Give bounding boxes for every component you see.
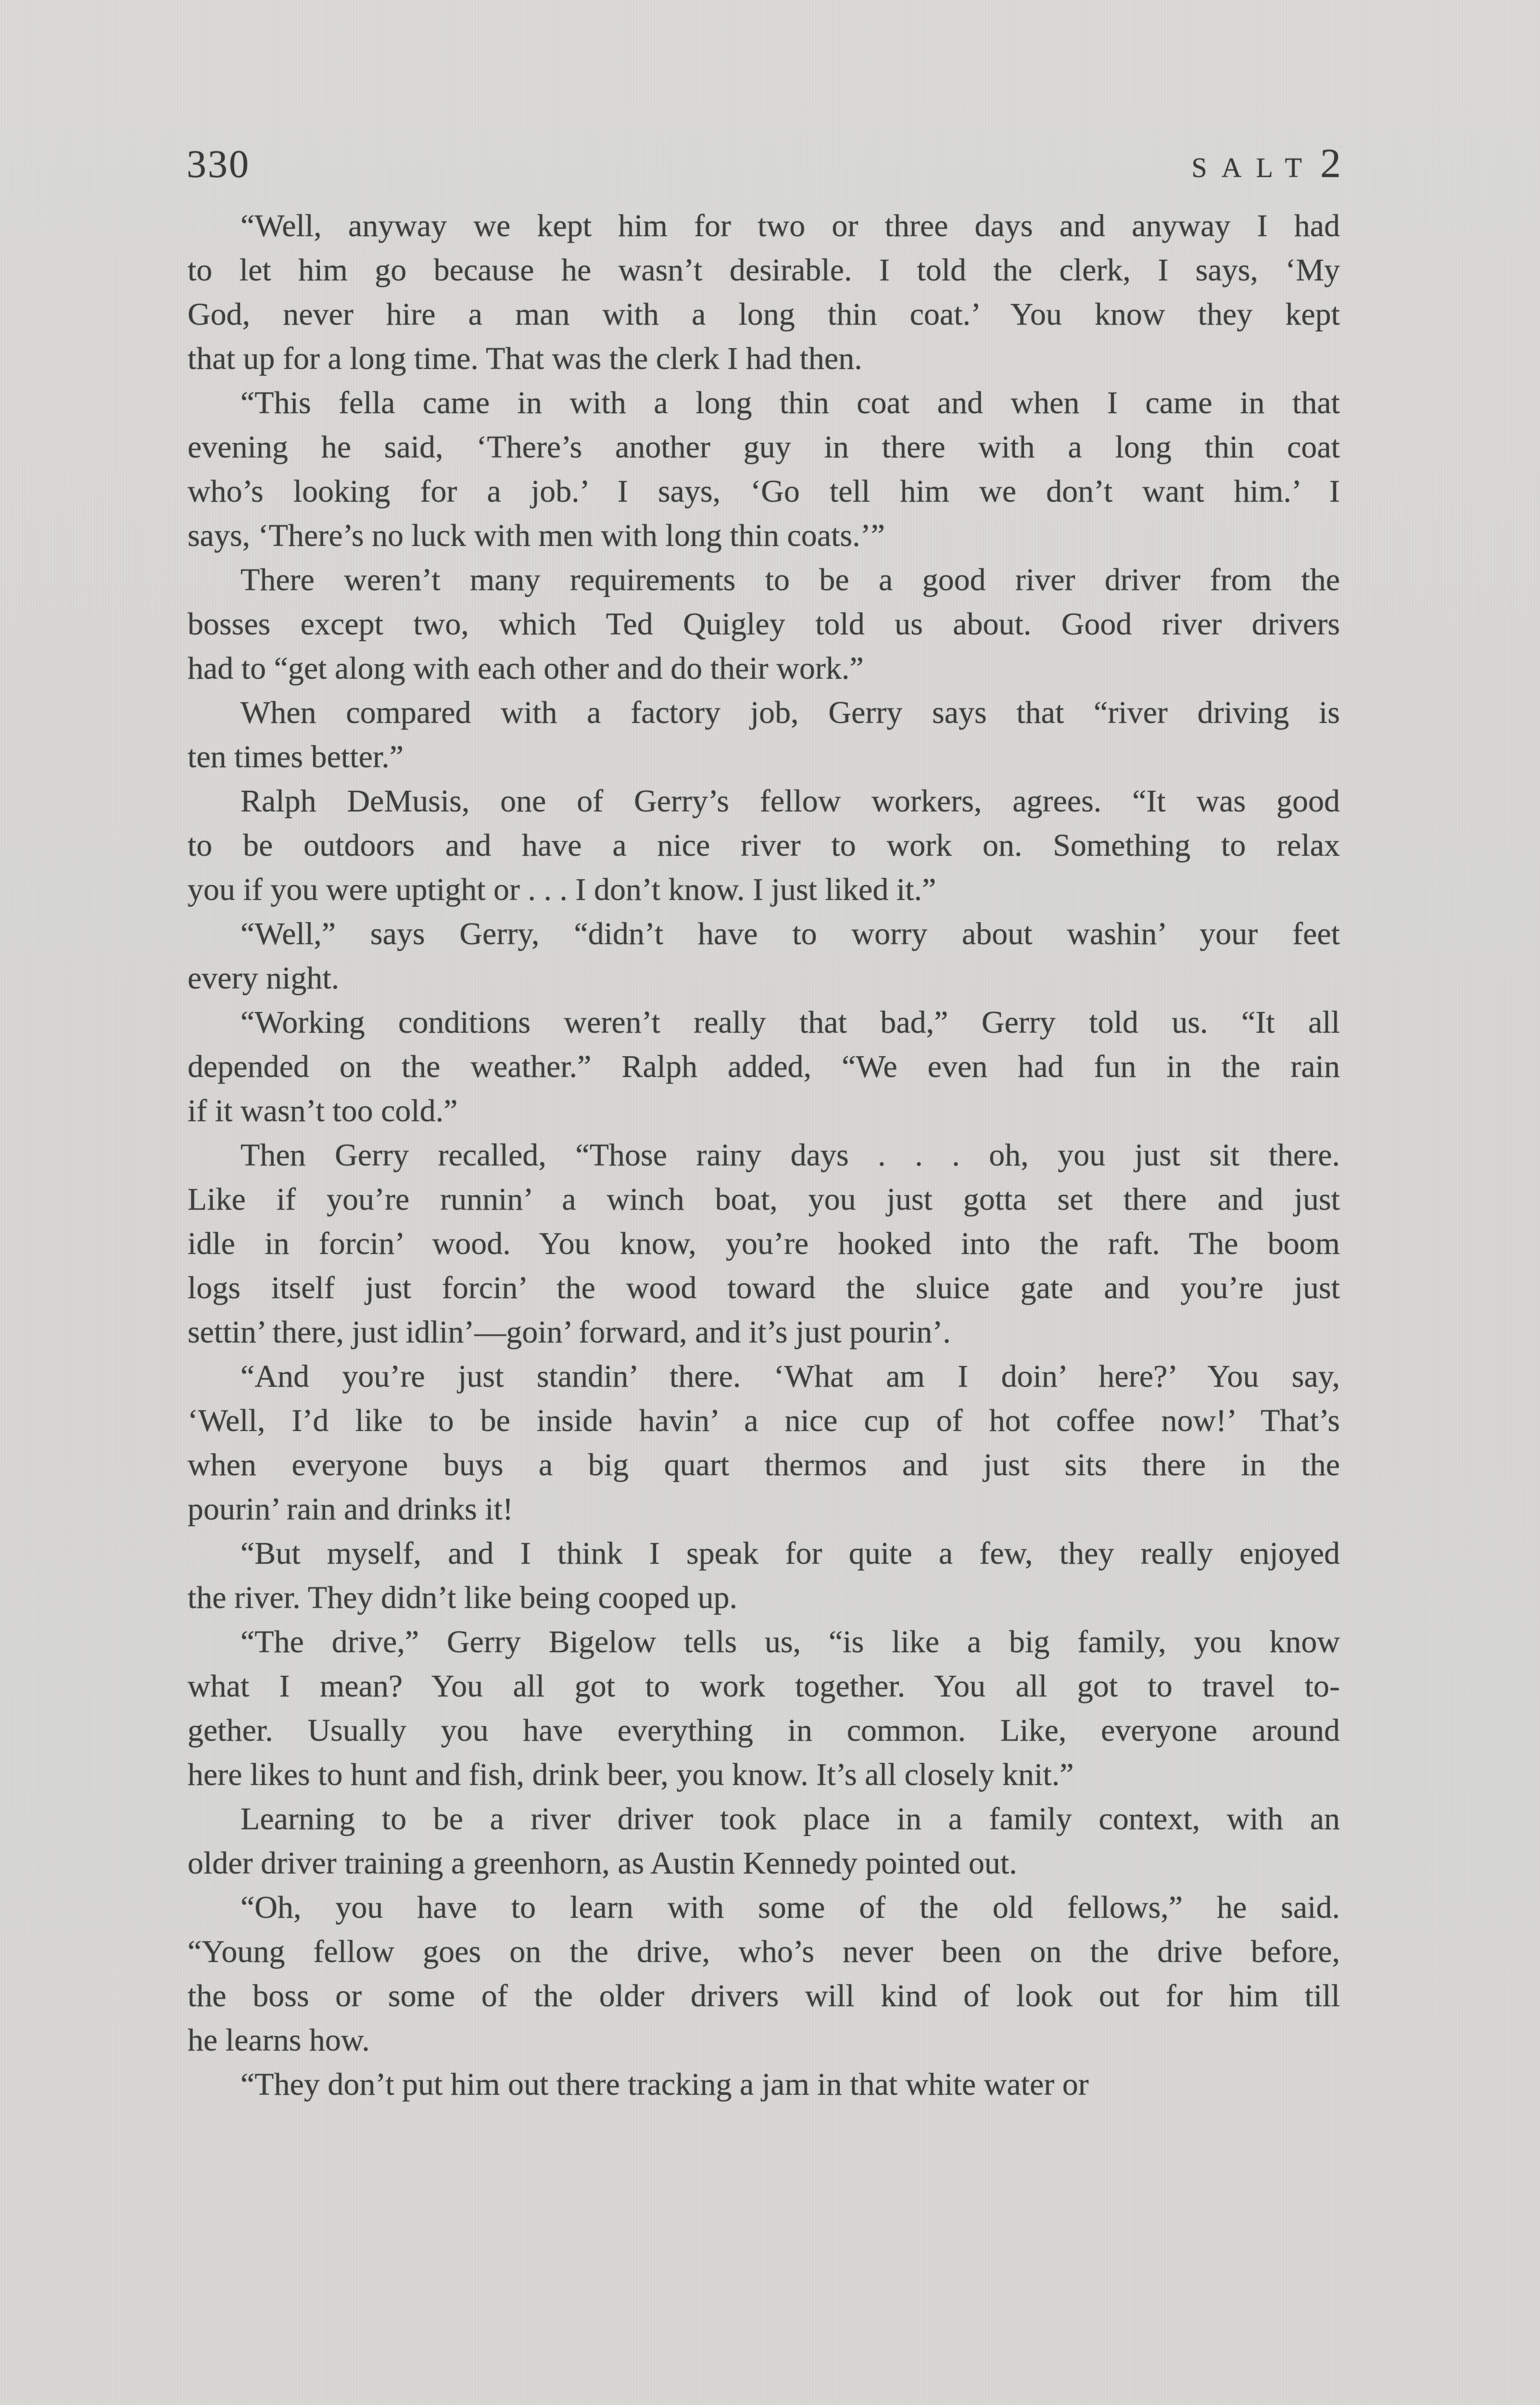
paragraph xyxy=(188,204,1340,381)
book-title-text: SALT xyxy=(1191,152,1316,183)
text-line: every night. xyxy=(188,961,340,996)
text-line: if it wasn’t too cold.” xyxy=(188,1093,458,1128)
paragraph xyxy=(188,1797,1340,1886)
text-line: “Well,” says Gerry, “didn’t have to worry about washin’ your feet xyxy=(240,916,1340,951)
text-line: God, never hire a man with a long thin coat.’ You know they kept xyxy=(188,297,1340,332)
text-line: what I mean? You all got to work together. You all got to travel to- xyxy=(188,1669,1340,1704)
paragraph xyxy=(188,1532,1340,1620)
text-line: evening he said, ‘There’s another guy in there with a long thin coat xyxy=(188,430,1340,465)
text-line: “And you’re just standin’ there. ‘What am I doin’ here?’ You say, xyxy=(240,1359,1340,1394)
running-head xyxy=(187,142,1341,184)
text-line: had to “get along with each other and do their work.” xyxy=(188,651,864,686)
text-line: who’s looking for a job.’ I says, ‘Go tell him we don’t want him.’ I xyxy=(188,474,1340,509)
text-line: when everyone buys a big quart thermos and just sits there in the xyxy=(188,1447,1340,1482)
page-number: 330 xyxy=(187,142,250,186)
text-line: gether. Usually you have everything in common. Like, everyone around xyxy=(188,1713,1340,1748)
text-line: logs itself just forcin’ the wood toward the sluice gate and you’re just xyxy=(188,1270,1340,1305)
text-line: the boss or some of the older drivers will kind of look out for him till xyxy=(188,1978,1340,2013)
text-line: Then Gerry recalled, “Those rainy days . . . oh, you just sit there. xyxy=(240,1138,1340,1173)
text-line: says, ‘There’s no luck with men with long thin coats.’” xyxy=(188,518,885,553)
running-title xyxy=(1191,142,1341,184)
paragraph xyxy=(188,1354,1340,1532)
text-line: he learns how. xyxy=(188,2023,370,2058)
text-line: “Working conditions weren’t really that bad,” Gerry told us. “It all xyxy=(240,1005,1340,1040)
text-line: “They don’t put him out there tracking a jam in that white water or xyxy=(240,2067,1089,2102)
text-line: ‘Well, I’d like to be inside havin’ a nice cup of hot coffee now!’ That’s xyxy=(188,1403,1340,1438)
text-line: Ralph DeMusis, one of Gerry’s fellow workers, agrees. “It was good xyxy=(240,784,1340,819)
paragraph xyxy=(188,691,1340,779)
text-line: “This fella came in with a long thin coat and when I came in that xyxy=(240,385,1340,420)
text-line: to be outdoors and have a nice river to work on. Something to relax xyxy=(188,828,1340,863)
paragraph xyxy=(188,1133,1340,1354)
volume-number: 2 xyxy=(1320,140,1341,186)
text-line: idle in forcin’ wood. You know, you’re hooked into the raft. The boom xyxy=(188,1226,1340,1261)
text-line: “The drive,” Gerry Bigelow tells us, “is like a big family, you know xyxy=(240,1624,1340,1659)
text-line: “Well, anyway we kept him for two or three days and anyway I had xyxy=(240,208,1340,243)
paragraph xyxy=(188,779,1340,912)
text-line: you if you were uptight or . . . I don’t know. I just liked it.” xyxy=(188,872,936,907)
text-line: the river. They didn’t like being cooped up. xyxy=(188,1580,738,1615)
paragraph xyxy=(188,1886,1340,2063)
text-line: There weren’t many requirements to be a good river driver from the xyxy=(240,562,1340,597)
text-line: When compared with a factory job, Gerry says that “river driving is xyxy=(240,695,1340,730)
text-line: Like if you’re runnin’ a winch boat, you just gotta set there and just xyxy=(188,1182,1340,1217)
paragraph xyxy=(188,912,1340,1000)
text-line: “Young fellow goes on the drive, who’s never been on the drive before, xyxy=(188,1934,1340,1969)
text-line: older driver training a greenhorn, as Austin Kennedy pointed out. xyxy=(188,1846,1017,1881)
text-line: bosses except two, which Ted Quigley told us about. Good river drivers xyxy=(188,607,1340,642)
text-line: depended on the weather.” Ralph added, “We even had fun in the rain xyxy=(188,1049,1340,1084)
paragraph xyxy=(188,558,1340,691)
paragraph xyxy=(188,1000,1340,1133)
paragraph xyxy=(188,2063,1340,2107)
text-line: Learning to be a river driver took place in a family context, with an xyxy=(240,1801,1340,1836)
text-line: to let him go because he wasn’t desirable. I told the clerk, I says, ‘My xyxy=(188,253,1340,288)
text-line: “But myself, and I think I speak for quite a few, they really enjoyed xyxy=(240,1536,1340,1571)
text-line: here likes to hunt and fish, drink beer, you know. It’s all closely knit.” xyxy=(188,1757,1074,1792)
text-line: that up for a long time. That was the clerk I had then. xyxy=(188,341,862,376)
text-line: settin’ there, just idlin’—goin’ forward, and it’s just pourin’. xyxy=(188,1315,951,1350)
text-line: pourin’ rain and drinks it! xyxy=(188,1492,513,1527)
text-line: “Oh, you have to learn with some of the old fellows,” he said. xyxy=(240,1890,1340,1925)
paragraph xyxy=(188,1620,1340,1797)
body-text-block xyxy=(188,204,1340,2107)
paragraph xyxy=(188,381,1340,558)
text-line: ten times better.” xyxy=(188,739,404,774)
